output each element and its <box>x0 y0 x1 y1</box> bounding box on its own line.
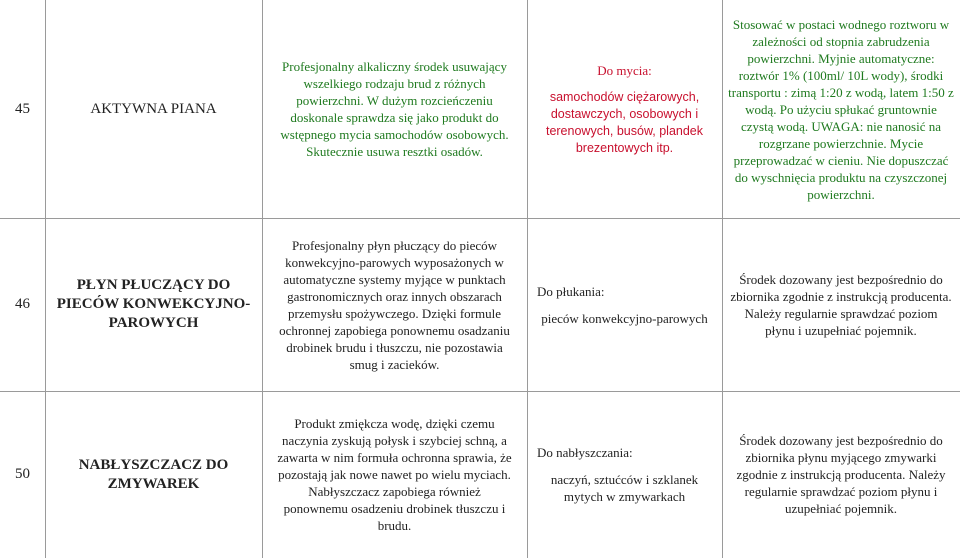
row-number: 45 <box>15 100 30 117</box>
usage-instructions: Stosować w postaci wodnego roztworu w zależności od stopnia zabrudzenia powierzchni. Myjnie automatyczne: roztwór 1% (100ml/ 10L wody), środki transportu : zimą 1:20 z wodą, latem 1:50 z wodą. Po użyciu spłukać gruntownie czystą wodą. UWAGA: nie nanosić na rozgrzane powierzchnie. Mycie przeprowadzać w cieniu. Nie dopuszczać do wyschnięcia produktu na czyszczonej powierzchni. <box>728 16 954 202</box>
usage-label: Do płukania: <box>537 283 605 299</box>
product-name: PŁYN PŁUCZĄCY DO PIECÓW KONWEKCYJNO-PAROWYCH <box>56 277 251 331</box>
row-number: 50 <box>15 466 30 482</box>
usage-instructions: Środek dozowany jest bezpośrednio do zbiornika płynu myjącego zmywarki zgodnie z instrukcją producenta. Należy regularnie sprawdzać poziom płynu i uzupełniać pojemnik. <box>736 433 946 516</box>
usage-label: Do nabłyszczania: <box>537 445 633 460</box>
usage-cell <box>527 0 722 218</box>
product-name: AKTYWNA PIANA <box>90 100 217 117</box>
row-number: 46 <box>15 296 30 312</box>
product-name: NABŁYSZCZACZ DO ZMYWAREK <box>78 456 229 492</box>
usage-text: samochodów ciężarowych, dostawczych, osobowych i terenowych, busów, plandek brezentowych itp. <box>545 89 704 155</box>
product-description: Produkt zmiękcza wodę, dzięki czemu naczynia zyskują połysk i szybciej schną, a zawarta w nim formuła ochronna sprawia, że pozostają jak nowe nawet po wielu myciach. Nabłyszczacz zapobiega również ponownemu osadzeniu drobinek tłuszczu i brudu. <box>277 416 512 533</box>
product-description: Profesjonalny płyn płuczący do pieców konwekcyjno-parowych wyposażonych w automatyczne systemy myjące w punktach gastronomicznych oraz innych obszarach przemysłu spożywczego. Dzięki formule ochronnej zapobiega ponownemu osadzaniu drobinek brudu i tłuszczu, nie pozostawia smug i zacieków. <box>279 237 510 372</box>
product-description: Profesjonalny alkaliczny środek usuwający wszelkiego rodzaju brud z różnych powierzchni. W dużym rozcieńczeniu doskonale sprawdza się jako produkt do wstępnego mycia samochodów osobowych. Skutecznie usuwa resztki osadów. <box>280 59 509 159</box>
usage-cell <box>527 218 722 391</box>
usage-instructions: Środek dozowany jest bezpośrednio do zbiornika zgodnie z instrukcją producenta. Należy regularnie sprawdzać poziom płynu i uzupełniać pojemnik. <box>730 271 952 338</box>
usage-label: Do mycia: <box>597 62 652 78</box>
usage-text: naczyń, sztućców i szklanek mytych w zmywarkach <box>550 472 699 504</box>
usage-cell <box>527 391 722 558</box>
usage-text: pieców konwekcyjno-parowych <box>541 310 708 326</box>
